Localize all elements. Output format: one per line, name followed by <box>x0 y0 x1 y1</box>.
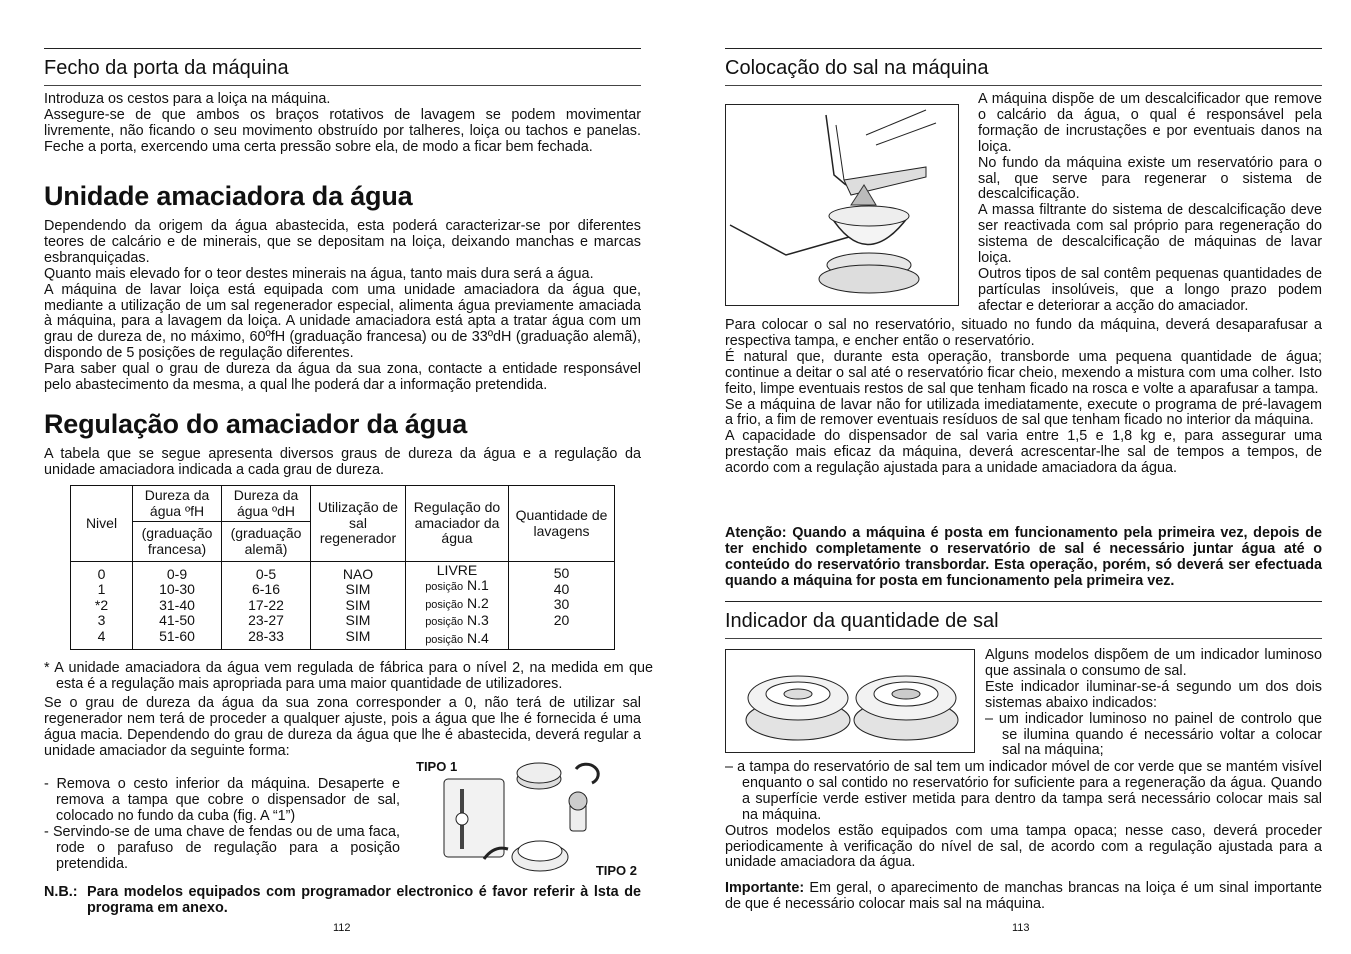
cell-regulation: LIVRE <box>436 561 478 578</box>
salt-side-line: Outros tipos de sal contêm pequenas quantidades de partículas insolúveis, que a longo prazo podem afectar e deteriorar a acção do amaciador. <box>978 265 1322 314</box>
softener-illustration <box>414 759 641 879</box>
salt-line: É natural que, durante esta operação, transborde uma pequena quantidade de água; continue a deitar o sal até o reservatório ficar cheio, mexendo a mistura com uma colher. Isto feito, limpe eventuais restos de sal que tenham ficado na rosca e volte a aparafusar a tampa. <box>725 348 1322 397</box>
col-dh <box>222 562 311 650</box>
cell-fh: 41-50 <box>159 612 195 629</box>
cell-dh: 17-22 <box>248 596 284 613</box>
door-line: Introduza os cestos para a loiça na máquina. <box>44 91 331 107</box>
indicator-side-line: Alguns modelos dispõem de um indicador luminoso que assinala o consumo de sal. <box>985 647 1322 679</box>
salt-side-line: No fundo da máquina existe um reservatório para o sal, que serve para regenerar o sistema de descalcificação. <box>978 154 1322 203</box>
header-regulation: Regulação do amaciador da água <box>406 486 509 562</box>
cell-salt: SIM <box>345 596 371 613</box>
position-value: N.4 <box>467 629 489 646</box>
door-text <box>44 92 641 156</box>
table-footnote: * A unidade amaciadora da água vem regulada de fábrica para o nível 2, na medida em que esta é a regulação mais apropriada para uma maior quantidade de utilizadores. <box>44 660 653 692</box>
position-value: N.3 <box>467 612 489 629</box>
cell-dh: 23-27 <box>248 612 284 629</box>
cell-quantity: 20 <box>553 611 570 628</box>
col-quantity <box>509 562 615 650</box>
indicator-text <box>725 760 1322 871</box>
position-word: posição <box>425 616 464 629</box>
door-line: Assegure-se de que ambos os braços rotativos de lavagem se podem movimentar livremente, não ficando o seu movimento obstruído por talheres, loiça ou tachos e panelas. Feche a porta, exercendo uma certa pressão sobre ela, de modo a ficar bem fechada. <box>44 106 641 155</box>
cell-quantity: 30 <box>553 596 570 612</box>
col-regulation <box>406 562 509 650</box>
cell-fh: 0-9 <box>166 565 188 582</box>
door-section-title: Fecho da porta da máquina <box>44 48 641 86</box>
salt-side-line: A massa filtrante do sistema de descalcificação deve ser reactivada com sal próprio para regeneração do sistema de descalcificação de máquinas de lavar loiça. <box>978 202 1322 267</box>
regulation-heading: Regulação do amaciador da água <box>44 409 468 439</box>
salt-line: Se a máquina de lavar não for utilizada imediatamente, execute o programa de pré-lavagem a frio, a fim de remover eventuais resíduos de sal que tenham ficado no interior da máquina. <box>725 396 1322 429</box>
indicator-line: Outros modelos estão equipados com uma tampa opaca; nesse caso, deverá proceder periodicamente à verificação do nível de sal, de acordo com a regulação ajustada para a unidade amaciadora da água. <box>725 822 1322 871</box>
softener-adjust-figure <box>414 759 641 879</box>
indicator-side-text <box>985 648 1322 759</box>
cell-quantity: 50 <box>553 565 570 581</box>
important-label: Importante: <box>725 880 805 896</box>
softener-text <box>44 219 641 394</box>
cell-nivel: 0 <box>97 565 106 582</box>
cell-dh: 6-16 <box>251 581 281 598</box>
cell-quantity: 40 <box>553 580 570 597</box>
salt-cap-figure <box>725 649 975 753</box>
col-fh <box>133 562 222 650</box>
salt-fill-illustration <box>726 105 958 305</box>
page-number-left: 112 <box>333 922 351 934</box>
cell-nivel: 1 <box>97 581 106 598</box>
step-item: - Remova o cesto inferior da máquina. Desaperte e remova a tampa que cobre o dispensador de sal, colocado no fundo da cuba (fig. A “1”) <box>44 776 400 824</box>
regulation-paragraph: Se o grau de dureza da água da sua zona corresponder a 0, não terá de utilizar sal regenerador nem terá de proceder a qualquer ajuste, pois a água que lhe é fornecida é uma água macia. Dependendo do grau de dureza da água que lhe é abastecida, deverá regular a unidade amaciador da seguinte forma: <box>44 695 641 759</box>
important-note <box>725 881 1322 913</box>
indicator-section-title: Indicador da quantidade de sal <box>725 601 1322 639</box>
nb-label: N.B.: <box>44 884 78 900</box>
indicator-side-line: Este indicador iluminar-se-á segundo um dos dois sistemas abaixo indicados: <box>985 678 1322 711</box>
salt-side-line: A máquina dispõe de um descalcificador que remove o calcário da água, o qual é responsável pela formação de incrustações e por eventuais danos na loiça. <box>978 91 1322 155</box>
cell-dh: 28-33 <box>248 627 284 644</box>
softener-line: Para saber qual o grau de dureza da água da sua zona, contacte a entidade responsável pelo abastecimento da mesma, a qual lhe poderá dar a informação pretendida. <box>44 361 641 394</box>
salt-line: Para colocar o sal no reservatório, situado no fundo da máquina, deverá desaparafusar a respectiva tampa, e encher então o reservatório. <box>725 317 1322 349</box>
salt-line: A capacidade do dispensador de sal varia entre 1,5 e 1,8 kg e, para assegurar uma prestação mais eficaz da máquina, deverá acrescentar-lhe sal de tempos a tempos, de acordo com a regulação ajustada para a unidade amaciadora da água. <box>725 428 1322 477</box>
indicator-line: – a tampa do reservatório de sal tem um indicador móvel de cor verde que se mantém visível enquanto o sal contido no reservatório for suficiente para a regeneração da água. Quando a superfície verde estiver metida para dentro da tampa será necessário colocar mais sal na máquina. <box>725 759 1322 823</box>
tipo1-label: TIPO 1 <box>416 759 458 774</box>
cell-salt: NAO <box>342 565 374 582</box>
header-dh: Dureza da água ºdH <box>222 486 311 522</box>
step-item: - Servindo-se de uma chave de fendas ou de uma faca, rode o parafuso de regulação para a posição pretendida. <box>44 823 400 872</box>
cell-dh: 0-5 <box>255 565 277 582</box>
position-word: posição <box>425 633 464 646</box>
header-salt: Utilização de sal regenerador <box>311 486 406 562</box>
salt-fill-figure <box>725 104 959 306</box>
cell-regulation <box>409 631 505 649</box>
indicator-side-line: – um indicador luminoso no painel de controlo que se ilumina quando é necessário voltar a colocar sal na máquina; <box>985 710 1322 759</box>
softener-line: Quanto mais elevado for o teor destes minerais na água, tanto mais dura será a água. <box>44 265 594 282</box>
position-word: posição <box>425 581 464 594</box>
hardness-table <box>70 485 615 650</box>
cell-salt: SIM <box>345 581 371 598</box>
cell-nivel: *2 <box>94 596 109 613</box>
cell-regulation <box>409 578 505 596</box>
salt-side-text <box>978 92 1322 315</box>
softener-line: Dependendo da origem da água abastecida, esta poderá caracterizar-se por diferentes teores de calcário e de minerais, que se depositam na loiça, deixando manchas e marcas esbranquiçadas. <box>44 218 641 266</box>
important-text: Em geral, o aparecimento de manchas brancas na loiça é um sinal importante de que é necessário colocar mais sal na máquina. <box>725 880 1322 912</box>
position-word: posição <box>425 598 464 611</box>
softener-heading: Unidade amaciadora da água <box>44 181 413 211</box>
page-number-right: 113 <box>1012 922 1030 934</box>
cell-fh: 31-40 <box>159 596 195 613</box>
salt-text <box>725 318 1322 477</box>
cell-salt: SIM <box>345 627 371 644</box>
cell-fh: 10-30 <box>159 581 195 598</box>
nb-text: Para modelos equipados com programador electronico é favor referir à lsta de programa em anexo. <box>87 884 641 916</box>
col-nivel <box>71 562 133 650</box>
tipo2-label: TIPO 2 <box>595 863 637 878</box>
cell-regulation <box>409 613 505 631</box>
header-dh-sub: (graduação alemã) <box>222 522 311 562</box>
regulation-intro: A tabela que se segue apresenta diversos graus de dureza da água e a regulação da unidade amaciadora indicada a cada grau de dureza. <box>44 446 641 478</box>
header-fh: Dureza da água ºfH <box>133 486 222 522</box>
col-salt <box>311 562 406 650</box>
steps-list <box>44 777 400 872</box>
nb-note <box>44 885 641 917</box>
cell-nivel: 4 <box>97 627 106 644</box>
position-value: N.1 <box>467 577 489 594</box>
cell-fh: 51-60 <box>159 627 195 644</box>
cell-salt: SIM <box>345 612 371 629</box>
salt-warning: Atenção: Quando a máquina é posta em funcionamento pela primeira vez, depois de ter enchido completamente o reservatório de sal é necessário juntar água até o conteúdo do reservatório transbordar. Esta operação, porém, só deverá ser efectuada quando a máquina for posta em funcionamento pela primeira vez. <box>725 525 1322 589</box>
softener-line: A máquina de lavar loiça está equipada com uma unidade amaciadora da água que, mediante a utilização de um sal regenerador especial, alimenta água previamente amaciada à máquina, para a lavagem da loiça. A unidade amaciadora está apta a tratar água com um grau de dureza de, no máximo, 60ºfH (graduação francesa) ou de 33ºdH (graduação alemã), dispondo de 5 posições de regulação diferentes. <box>44 281 641 362</box>
cell-nivel: 3 <box>97 612 106 629</box>
header-nivel: Nivel <box>71 486 133 562</box>
salt-cap-illustration <box>726 650 974 752</box>
cell-regulation <box>409 596 505 614</box>
position-value: N.2 <box>467 594 489 611</box>
header-fh-sub: (graduação francesa) <box>133 522 222 562</box>
header-quantity: Quantidade de lavagens <box>509 486 615 562</box>
salt-section-title: Colocação do sal na máquina <box>725 48 1322 86</box>
